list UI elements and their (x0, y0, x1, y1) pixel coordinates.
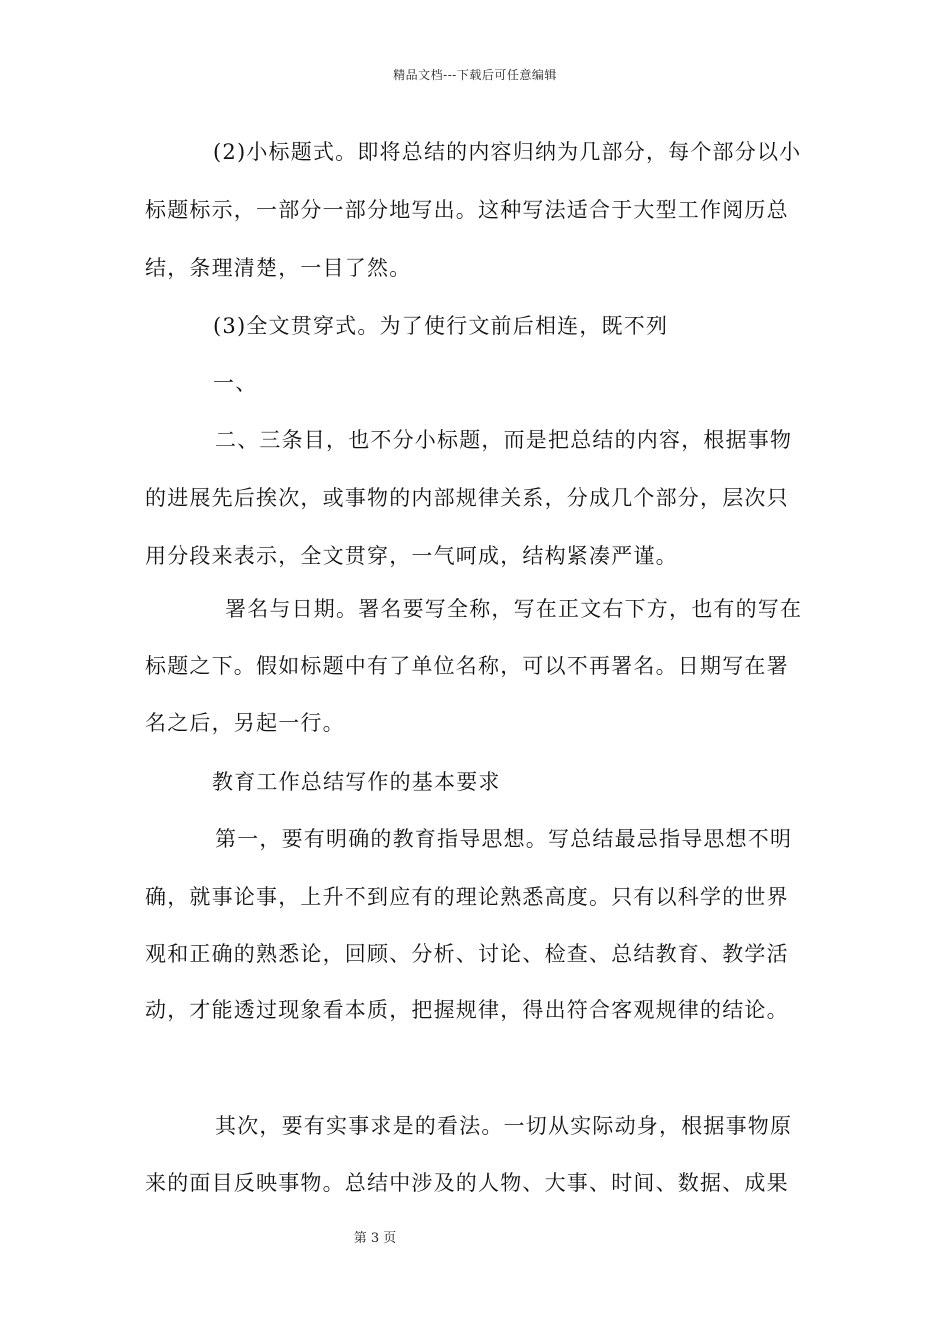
text-line: 第一，要有明确的教育指导思想。写总结最忌指导思想不明 (215, 827, 793, 851)
text-line: 确，就事论事，上升不到应有的理论熟悉高度。只有以科学的世界 (145, 885, 789, 909)
text-line: (3)全文贯穿式。为了使行文前后相连，既不列 (213, 314, 669, 338)
section-heading: 教育工作总结写作的基本要求 (212, 770, 501, 794)
text-line: 标题标示，一部分一部分地写出。这种写法适合于大型工作阅历总 (145, 198, 789, 222)
text-line: 来的面目反映事物。总结中涉及的人物、大事、时间、数据、成果 (145, 1171, 789, 1195)
text-line: 一、 (213, 371, 258, 395)
text-line: 的进展先后挨次，或事物的内部规律关系，分成几个部分，层次只 (145, 486, 789, 510)
text-line: 动，才能透过现象看本质，把握规律，得出符合客观规律的结论。 (145, 998, 789, 1022)
text-line: 名之后，另起一行。 (145, 711, 345, 735)
text-line: 观和正确的熟悉论，回顾、分析、讨论、检查、总结教育、教学活 (145, 942, 789, 966)
text-line: 二、三条目，也不分小标题，而是把总结的内容，根据事物 (215, 428, 793, 452)
text-line: 标题之下。假如标题中有了单位名称，可以不再署名。日期写在署 (145, 654, 789, 678)
text-line: 署名与日期。署名要写全称，写在正文右下方，也有的写在 (225, 597, 803, 621)
text-line: 用分段来表示，全文贯穿，一气呵成，结构紧凑严谨。 (145, 544, 678, 568)
page-header: 精品文档---下载后可任意编辑 (393, 68, 557, 82)
text-line: (2)小标题式。即将总结的内容归纳为几部分，每个部分以小 (213, 140, 802, 164)
text-line: 其次，要有实事求是的看法。一切从实际动身，根据事物原 (215, 1114, 793, 1138)
text-line: 结，条理清楚，一目了然。 (145, 256, 412, 280)
page-number: 第 3 页 (353, 1231, 397, 1246)
